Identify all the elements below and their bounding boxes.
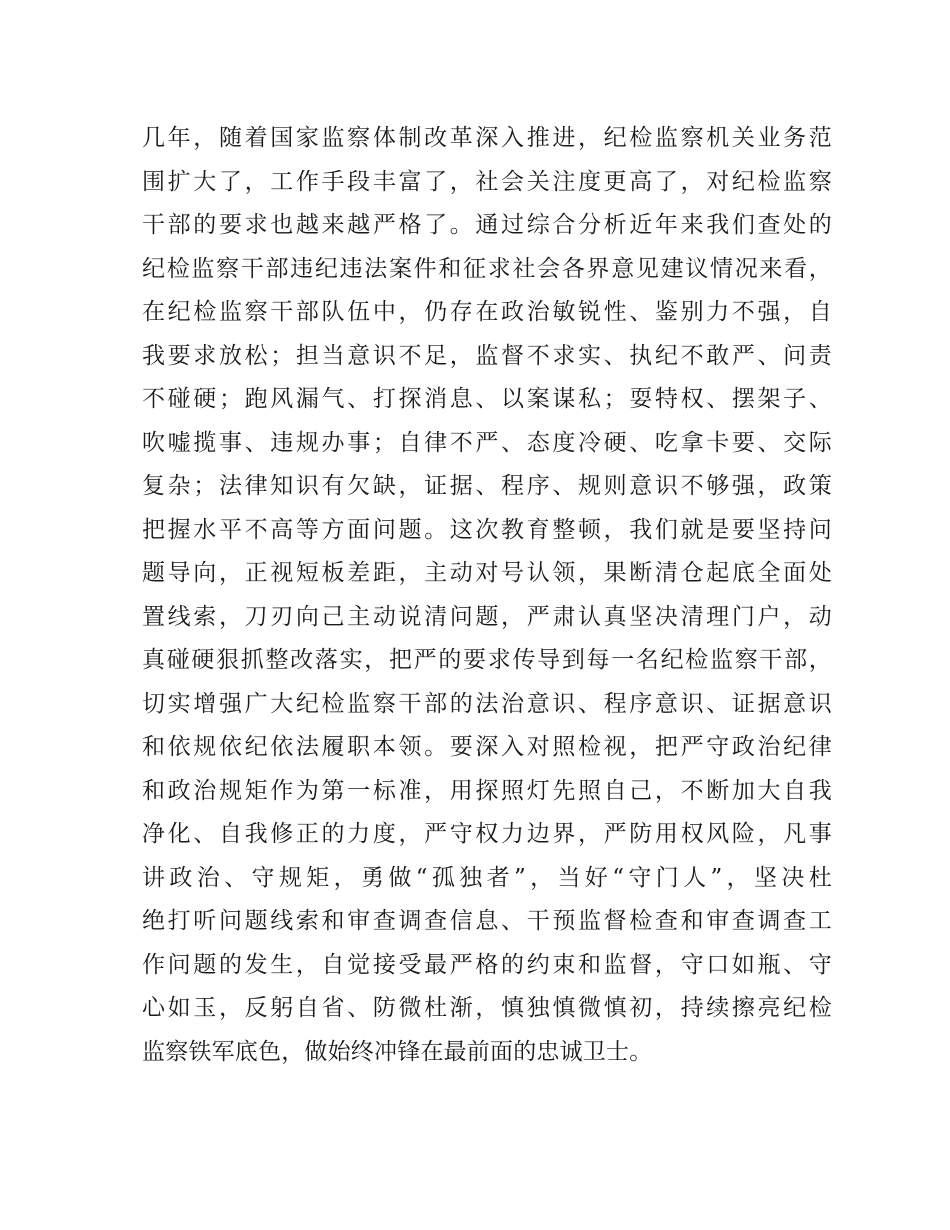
text-line-5: 在纪检监察干部队伍中，仍存在政治敏锐性、鉴别力不强，自 xyxy=(142,299,832,325)
body-paragraph xyxy=(142,117,832,1074)
text-line-17: 净化、自我修正的力度，严守权力边界，严防用权风险，凡事 xyxy=(142,821,832,847)
text-line-7: 不碰硬；跑风漏气、打探消息、以案谋私；耍特权、摆架子、 xyxy=(142,386,832,412)
text-line-15: 和依规依纪依法履职本领。要深入对照检视，把严守政治纪律 xyxy=(142,734,832,760)
text-line-11: 题导向，正视短板差距，主动对号认领，果断清仓起底全面处 xyxy=(142,560,832,586)
text-line-8: 吹嘘揽事、违规办事；自律不严、态度冷硬、吃拿卡要、交际 xyxy=(142,429,832,456)
text-line-3: 干部的要求也越来越严格了。通过综合分析近年来我们查处的 xyxy=(142,212,832,238)
text-line-13: 真碰硬狠抓整改落实，把严的要求传导到每一名纪检监察干部， xyxy=(142,647,832,673)
text-line-20: 作问题的发生，自觉接受最严格的约束和监督，守口如瓶、守 xyxy=(142,951,832,978)
text-line-21: 心如玉，反躬自省、防微杜渐，慎独慎微慎初，持续擦亮纪检 xyxy=(142,995,832,1021)
text-line-19: 绝打听问题线索和审查调查信息、干预监督检查和审查调查工 xyxy=(142,908,832,934)
text-line-10: 把握水平不高等方面问题。这次教育整顿，我们就是要坚持问 xyxy=(142,516,832,543)
text-line-4: 纪检监察干部违纪违法案件和征求社会各界意见建议情况来看， xyxy=(142,255,832,282)
text-line-18: 讲政治、守规矩，勇做“孤独者”，当好“守门人”，坚决杜 xyxy=(142,864,832,891)
text-line-22: 监察铁军底色，做始终冲锋在最前面的忠诚卫士。 xyxy=(142,1038,653,1065)
text-line-14: 切实增强广大纪检监察干部的法治意识、程序意识、证据意识 xyxy=(142,690,832,717)
text-line-12: 置线索，刀刃向己主动说清问题，严肃认真坚决清理门户，动 xyxy=(142,603,832,630)
text-line-9: 复杂；法律知识有欠缺，证据、程序、规则意识不够强，政策 xyxy=(142,473,832,499)
text-line-6: 我要求放松；担当意识不足，监督不求实、执纪不敢严、问责 xyxy=(142,342,832,369)
text-line-16: 和政治规矩作为第一标准，用探照灯先照自己，不断加大自我 xyxy=(142,777,832,804)
text-line-1: 几年，随着国家监察体制改革深入推进，纪检监察机关业务范 xyxy=(142,125,832,151)
text-line-2: 围扩大了，工作手段丰富了，社会关注度更高了，对纪检监察 xyxy=(142,168,832,195)
